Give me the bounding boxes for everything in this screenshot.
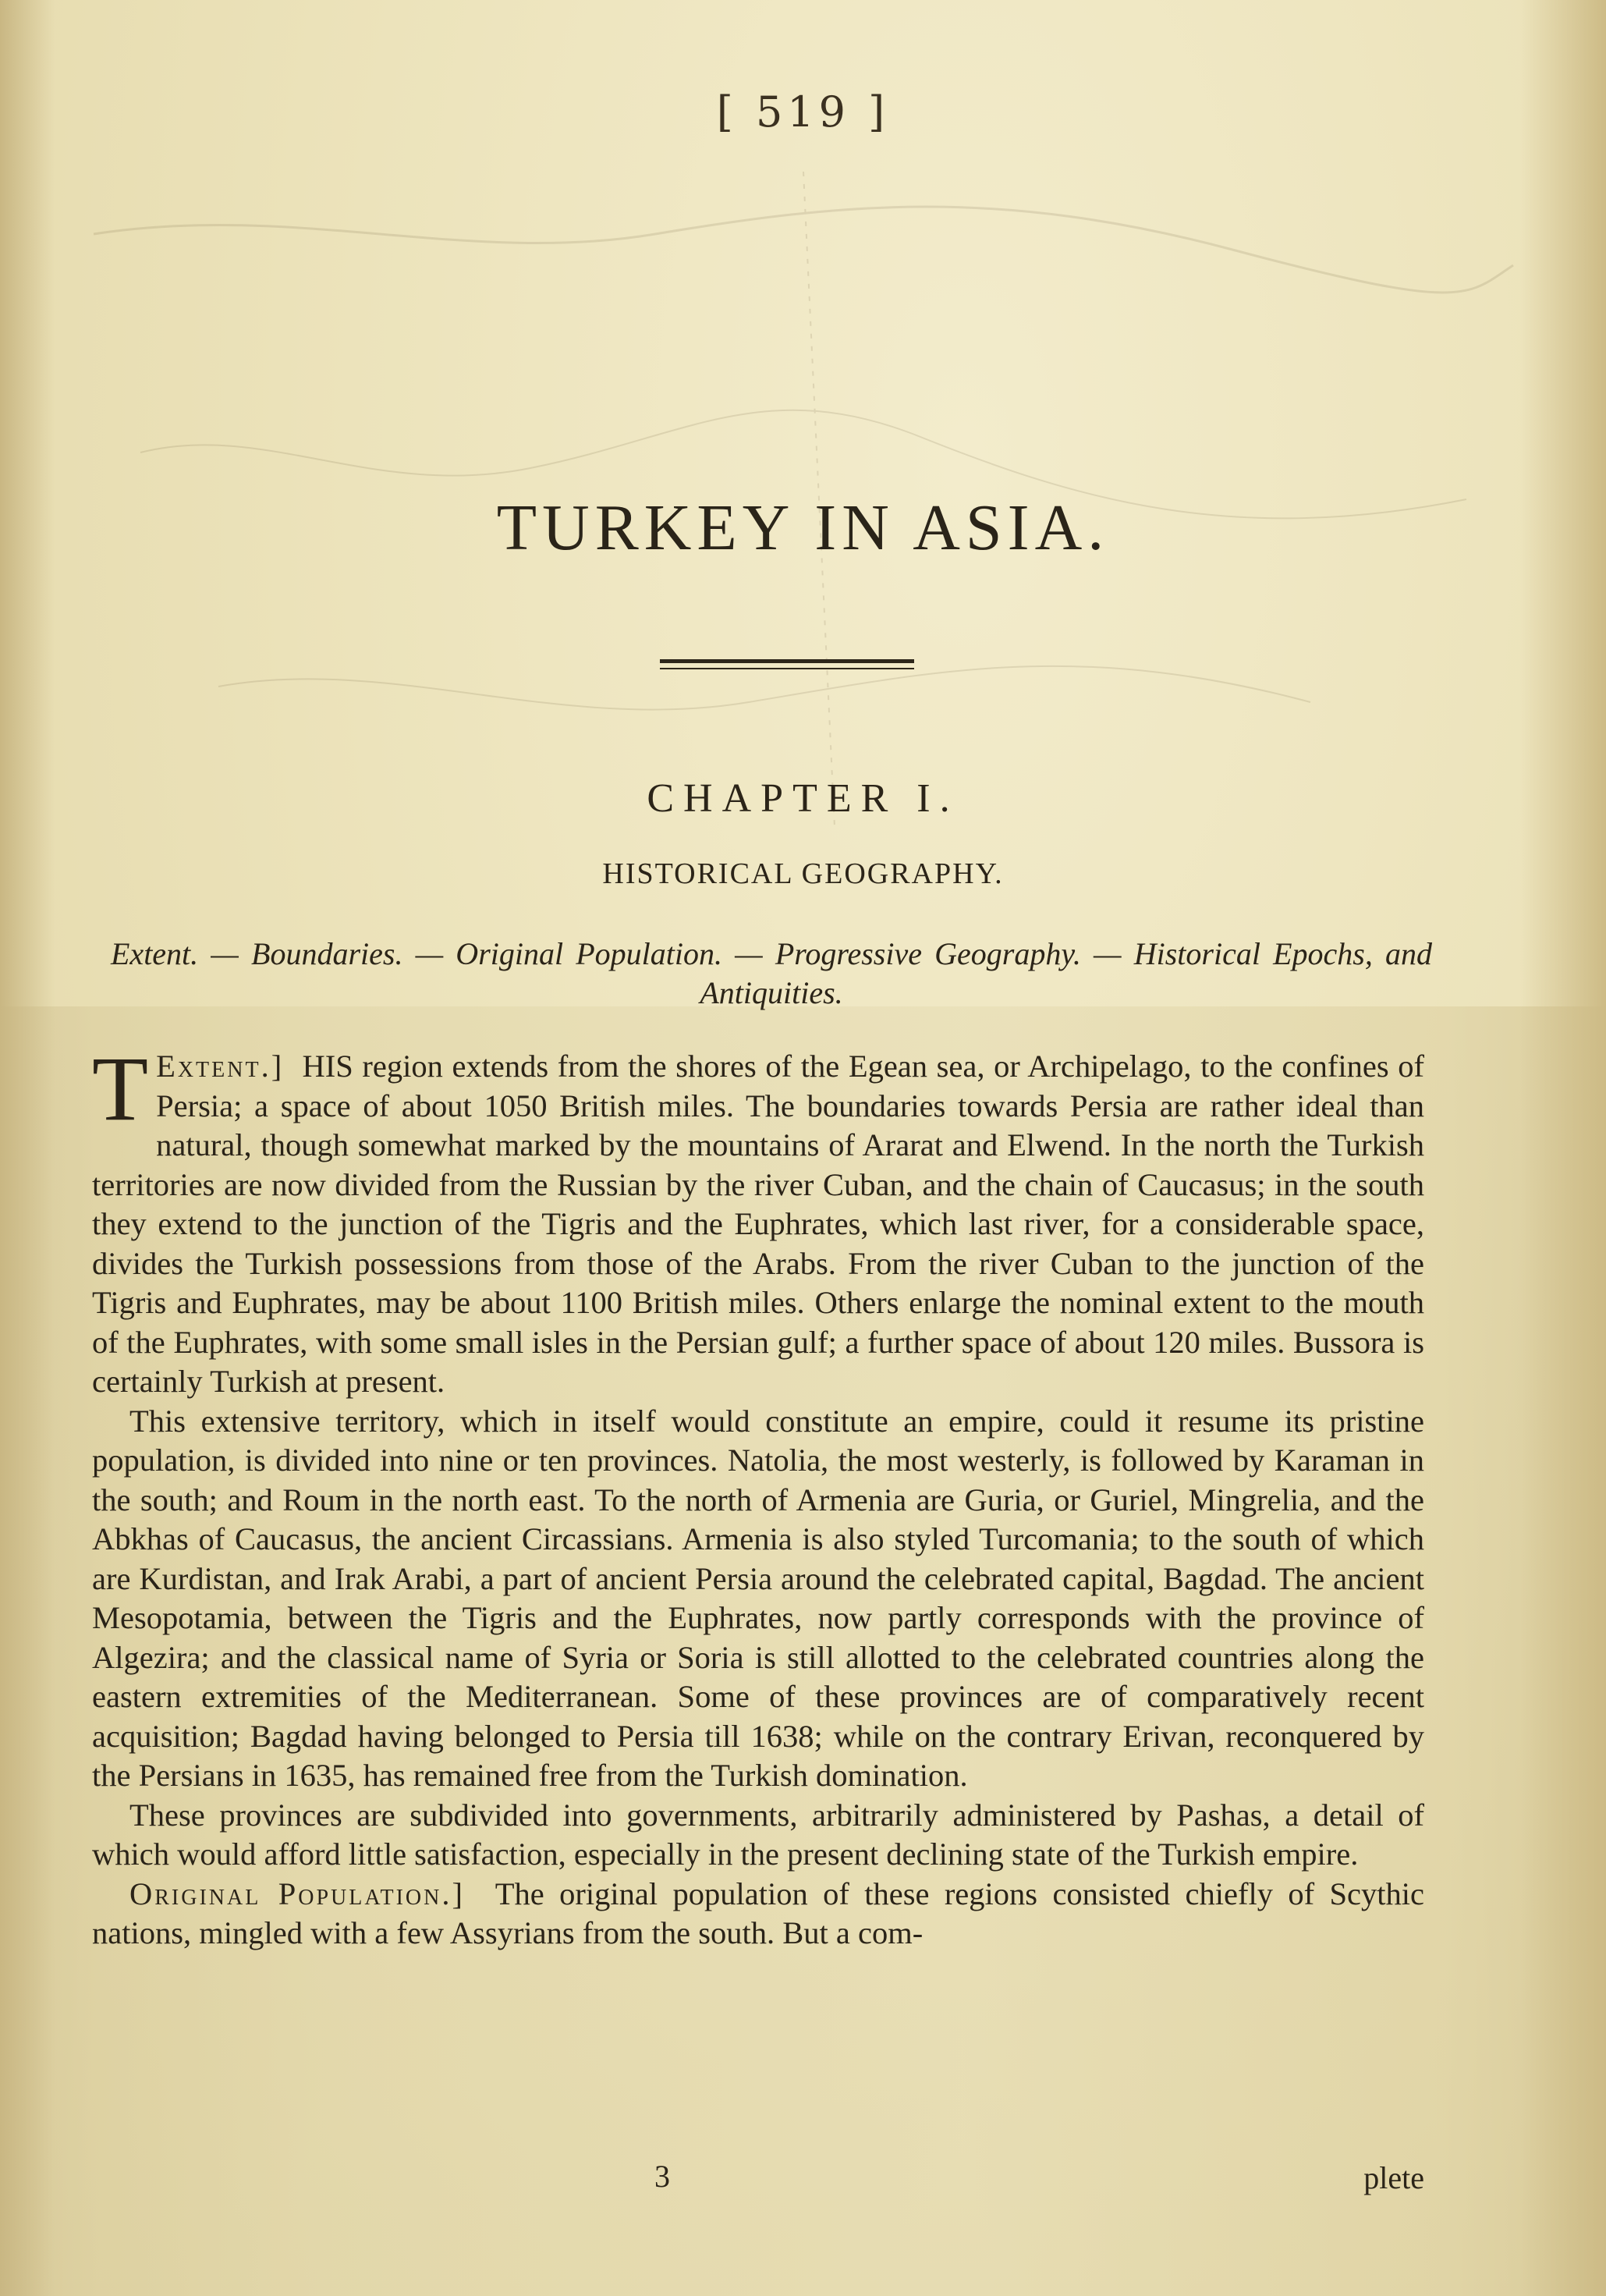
page-title: TURKEY IN ASIA. (496, 491, 1110, 564)
page-footer (92, 2158, 1424, 2205)
page-number: [ 519 ] (716, 87, 890, 137)
paragraph-text: HIS region extends from the shores of the Egean sea, or Archipelago, to the confines of Persia; a space of about 1050 British miles. The boundaries towards Persia are rather ideal than natural, though somewhat marked by the mountains of Ararat and Elwend. In the north the Turkish territories are now divided from the Russian by the river Cuban, and the chain of Caucasus; in the south they extend to the junction of the Tigris and the Euphrates, which last river, for a considerable space, divides the Turkish possessions from those of the Arabs. From the river Cuban to the junction of the Tigris and Euphrates, may be about 1100 British miles. Others enlarge the nominal extent to the mouth of the Euphrates, with some small isles in the Persian gulf; a further space of about 120 miles. Bussora is certainly Turkish at present. (92, 1049, 1424, 1399)
paragraph-governments: These provinces are subdivided into governments, arbitrarily administered by Pashas, a detail of which would afford little satisfaction, especially in the present declining state of the Turkish empire. (92, 1797, 1424, 1872)
title-rule-thin (660, 668, 914, 669)
catchword: plete (1363, 2160, 1424, 2195)
page-edge-left (0, 0, 55, 2296)
paragraph-original-population (92, 1875, 1424, 1954)
chapter-summary: Extent. — Boundaries. — Original Population. — Progressive Geography. — Historical Epochs, and Antiquities. (111, 936, 1432, 1010)
signature-mark: 3 (654, 2159, 670, 2194)
section-heading: HISTORICAL GEOGRAPHY. (602, 857, 1004, 890)
drop-cap: T (92, 1038, 149, 1140)
chapter-heading: CHAPTER I. (647, 776, 959, 821)
page-edge-right (1520, 0, 1606, 2296)
paragraph-extent (92, 1038, 1424, 1402)
paragraph-text: The original population of these regions consisted chiefly of Scythic nations, mingled with a few Assyrians from the south. But a com- (92, 1875, 1424, 1950)
title-rule-thick (660, 659, 914, 663)
paragraph-provinces: This extensive territory, which in itself would constitute an empire, could it resume its pristine population, is divided into nine or ten provinces. Natolia, the most westerly, is followed by Karaman in the south; and Roum in the north east. To the north of Armenia are Guria, or Guriel, Mingrelia, and the Abkhas of Caucasus, the ancient Circassians. Armenia is also styled Turcomania; to the south of which are Kurdistan, and Irak Arabi, a part of ancient Persia around the celebrated capital, Bagdad. The ancient Mesopotamia, between the Tigris and the Euphrates, now partly corresponds with the province of Algezira; and the classical name of Syria or Soria is still allotted to the celebrated countries along the eastern extremities of the Mediterranean. Some of these provinces are of comparatively recent acquisition; Bagdad having belonged to Persia till 1638; while on the contrary Erivan, reconquered by the Persians in 1635, has remained free from the Turkish domination. (92, 1403, 1424, 1793)
body-text (92, 1038, 1424, 1954)
sidenote-extent: Extent.] (156, 1049, 285, 1084)
sidenote-original-population: Original Population.] (129, 1875, 465, 1911)
